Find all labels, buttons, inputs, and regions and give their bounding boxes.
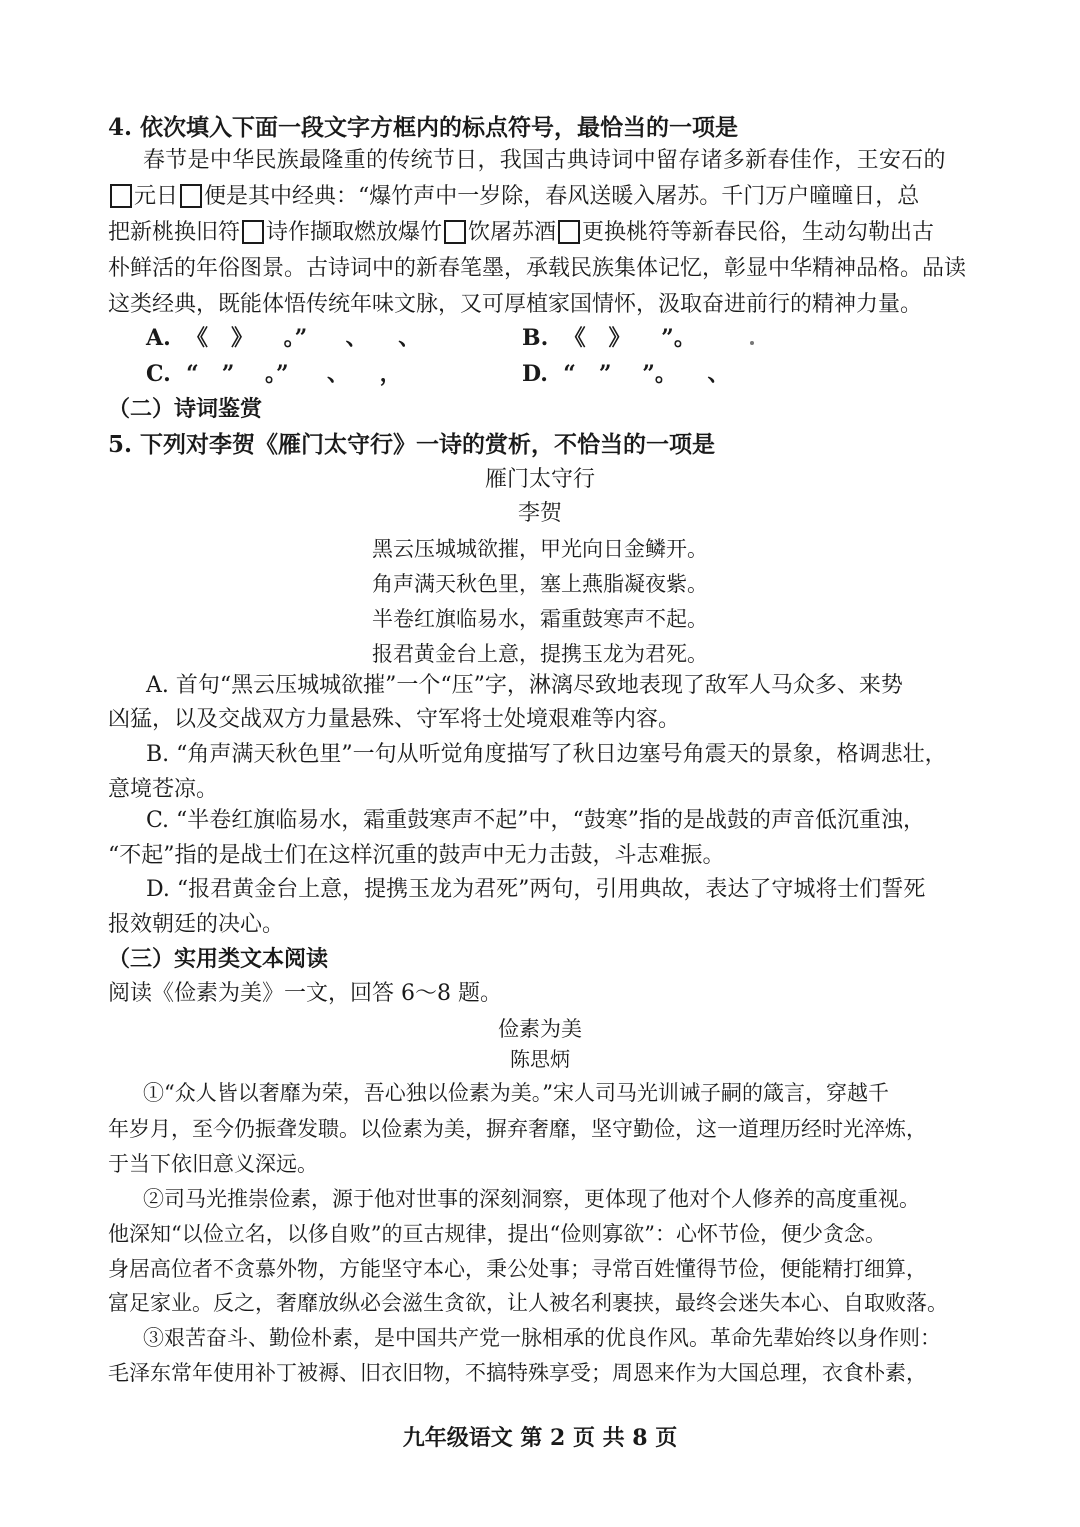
q5-option-c: C. “半卷红旗临易水，霜重鼓寒声不起”中，“鼓寒”指的是战鼓的声音低沉重浊， bbox=[146, 808, 926, 833]
q4-option-d: D. “ ” ”。 、 bbox=[522, 361, 730, 387]
q5-option-d: D. “报君黄金台上意，提携玉龙为君死”两句，引用典故，表达了守城将士们誓死 bbox=[146, 877, 926, 902]
q4-paragraph-line: 春节是中华民族最隆重的传统节日，我国古典诗词中留存诸多新春佳作，王安石的 bbox=[143, 148, 946, 173]
q4-paragraph-line: 这类经典，既能体悟传统年味文脉，又可厚植家国情怀，汲取奋进前行的精神力量。 bbox=[108, 292, 923, 317]
scan-speck bbox=[750, 341, 754, 345]
q5-option-a: A. 首句“黑云压城城欲摧”一个“压”字，淋漓尽致地表现了敌军人马众多、来势 bbox=[146, 673, 903, 698]
q5-option-d-cont: 报效朝廷的决心。 bbox=[108, 912, 285, 937]
answer-box bbox=[558, 220, 580, 244]
poem-line: 黑云压城城欲摧，甲光向日金鳞开。 bbox=[372, 537, 708, 561]
q5-option-b: B. “角声满天秋色里”一句从听觉角度描写了秋日边塞号角震天的景象，格调悲壮， bbox=[146, 742, 947, 767]
poem-author: 李贺 bbox=[517, 501, 562, 526]
section-heading: （二）诗词鉴赏 bbox=[108, 396, 263, 422]
section-heading: （三）实用类文本阅读 bbox=[108, 946, 329, 972]
poem-line: 报君黄金台上意，提携玉龙为君死。 bbox=[372, 642, 708, 666]
q4-paragraph-line: 把新桃换旧符 诗作撷取燃放爆竹 饮屠苏酒 更换桃符等新春民俗，生动勾勒出古 bbox=[108, 220, 935, 245]
q4-option-a: A. 《 》 。” 、 、 bbox=[146, 325, 421, 351]
poem-line: 角声满天秋色里，塞上燕脂凝夜紫。 bbox=[372, 572, 708, 596]
article-line: 身居高位者不贪慕外物，方能坚守本心，秉公处事；寻常百姓懂得节俭，便能精打细算， bbox=[108, 1257, 927, 1281]
answer-box bbox=[180, 184, 202, 208]
q4-title: 4. 依次填入下面一段文字方框内的标点符号，最恰当的一项是 bbox=[108, 114, 739, 141]
article-author: 陈思炳 bbox=[510, 1047, 570, 1071]
q5-option-a-cont: 凶猛，以及交战双方力量悬殊、守军将士处境艰难等内容。 bbox=[108, 707, 681, 732]
article-line: 他深知“以俭立名，以侈自败”的亘古规律，提出“俭则寡欲”：心怀节俭，便少贪念。 bbox=[108, 1222, 886, 1246]
q4-option-c: C. “ ” 。” 、 ， bbox=[146, 361, 402, 387]
article-title: 俭素为美 bbox=[498, 1017, 582, 1041]
q5-option-b-cont: 意境苍凉。 bbox=[108, 777, 219, 802]
article-line: ①“众人皆以奢靡为荣，吾心独以俭素为美。”宋人司马光训诫子嗣的箴言，穿越千 bbox=[143, 1081, 889, 1105]
article-line: ③艰苦奋斗、勤俭朴素，是中国共产党一脉相承的优良作风。革命先辈始终以身作则： bbox=[143, 1326, 941, 1350]
q5-title: 5. 下列对李贺《雁门太守行》一诗的赏析，不恰当的一项是 bbox=[108, 431, 716, 458]
poem-line: 半卷红旗临易水，霜重鼓寒声不起。 bbox=[372, 607, 708, 631]
answer-box bbox=[242, 220, 264, 244]
reading-intro: 阅读《俭素为美》一文，回答 6～8 题。 bbox=[108, 981, 502, 1006]
q5-option-c-cont: “不起”指的是战士们在这样沉重的鼓声中无力击鼓，斗志难振。 bbox=[108, 843, 725, 868]
q4-option-b: B. 《 》 ”。 bbox=[522, 325, 696, 351]
article-line: 毛泽东常年使用补丁被褥、旧衣旧物，不搞特殊享受；周恩来作为大国总理，衣食朴素， bbox=[108, 1361, 927, 1385]
q4-paragraph-line: 朴鲜活的年俗图景。古诗词中的新春笔墨，承载民族集体记忆，彰显中华精神品格。品读 bbox=[108, 256, 967, 281]
poem-title: 雁门太守行 bbox=[484, 467, 595, 492]
answer-box bbox=[444, 220, 466, 244]
answer-box bbox=[110, 184, 132, 208]
page-footer: 九年级语文 第 2 页 共 8 页 bbox=[402, 1425, 678, 1451]
article-line: ②司马光推崇俭素，源于他对世事的深刻洞察，更体现了他对个人修养的高度重视。 bbox=[143, 1187, 920, 1211]
article-line: 年岁月，至今仍振聋发聩。以俭素为美，摒弃奢靡，坚守勤俭，这一道理历经时光淬炼， bbox=[108, 1117, 927, 1141]
article-line: 于当下依旧意义深远。 bbox=[108, 1152, 318, 1176]
article-line: 富足家业。反之，奢靡放纵必会滋生贪欲，让人被名利裹挟，最终会迷失本心、自取败落。 bbox=[108, 1291, 948, 1315]
q4-paragraph-line: 元日 便是其中经典：“爆竹声中一岁除，春风送暖入屠苏。千门万户曈曈日，总 bbox=[0, 182, 1080, 212]
